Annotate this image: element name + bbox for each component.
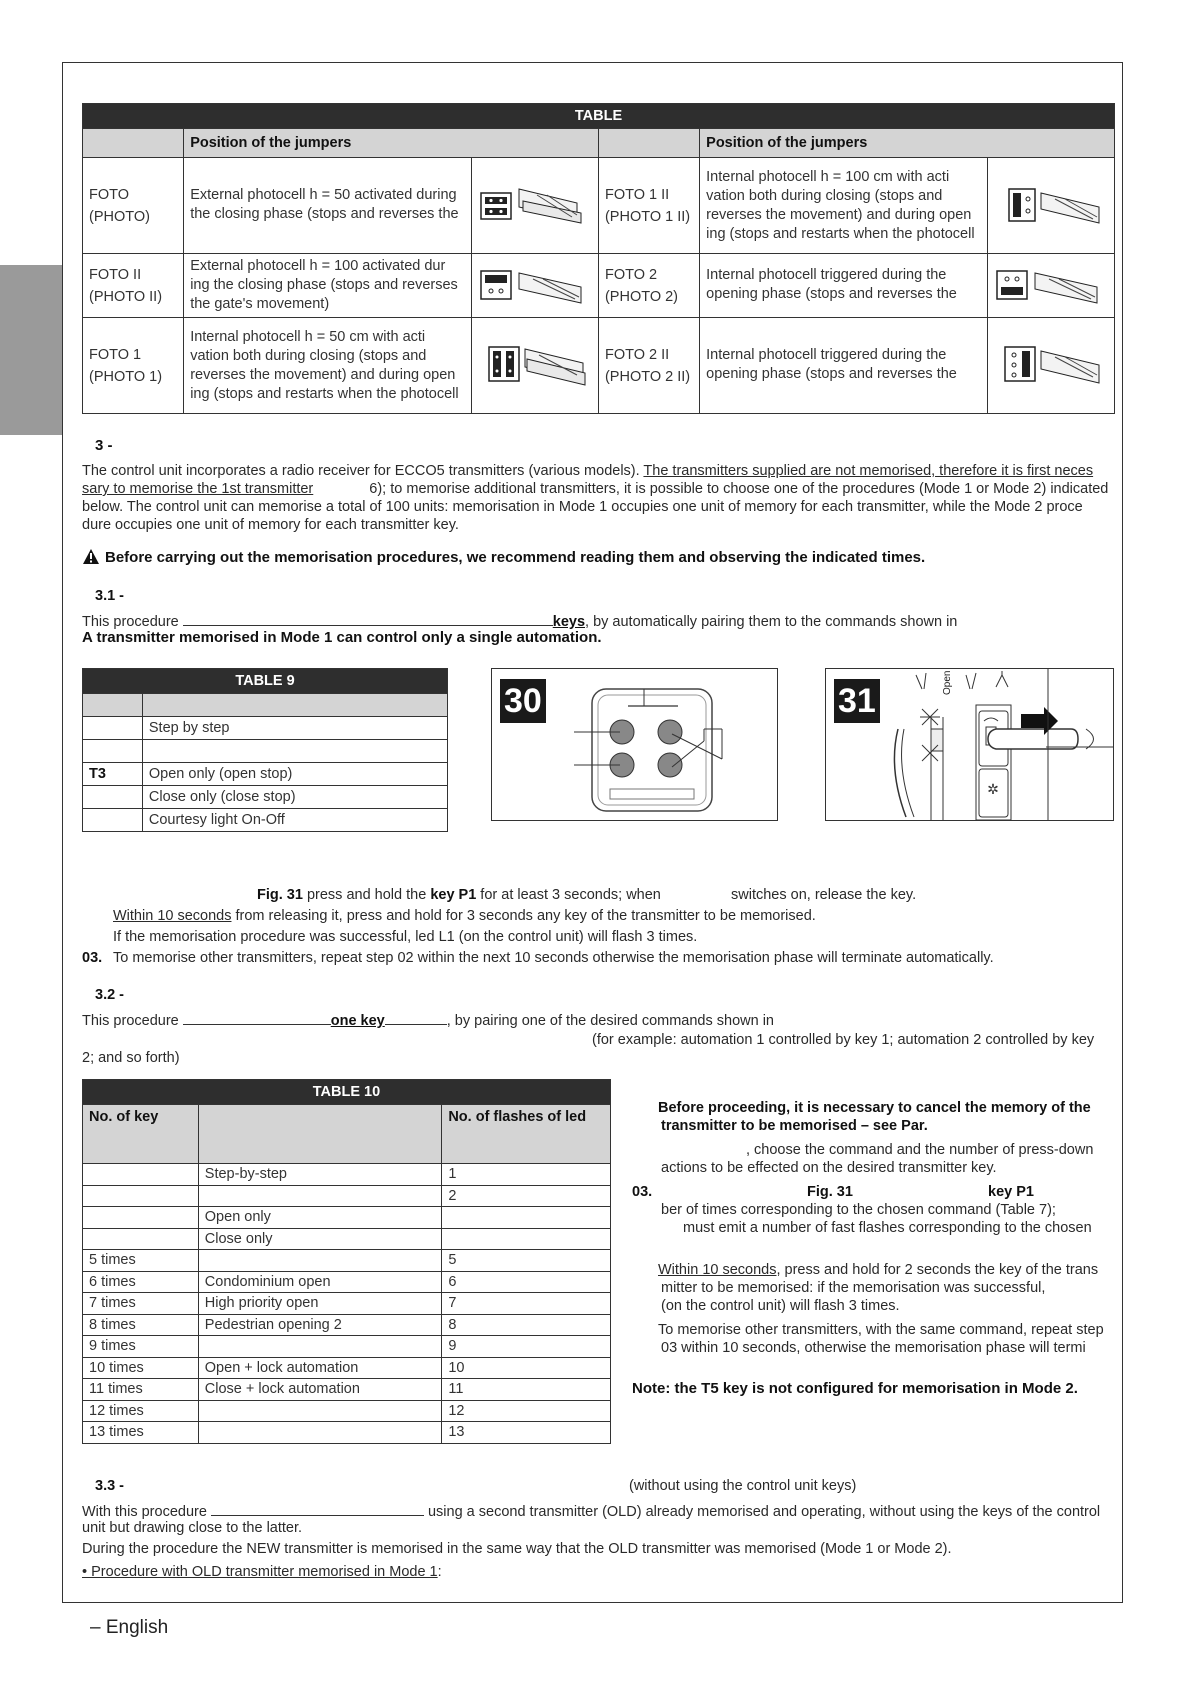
row-desc: Internal photocell h = 50 cm with acti vation both during closing (stops and reverses the movement) and during open ing (stops and restarts when the photocell	[190, 328, 459, 402]
right-tomemo-line2: 03 within 10 seconds, otherwise the memorisation phase will termi	[661, 1340, 1086, 1356]
table-row: Step by step	[83, 717, 448, 740]
jumper-header-left: Position of the jumpers	[184, 129, 599, 158]
figure-30	[491, 668, 778, 821]
row-sub: (PHOTO 2)	[604, 288, 679, 305]
section-3-paragraph	[82, 462, 1122, 534]
section-33-number: 3.3 -	[95, 1478, 125, 1494]
jumper-image	[987, 318, 1114, 414]
warning-text: Before carrying out the memorisation procedures, we recommend reading them and observing the indicated times.	[105, 549, 926, 566]
row-desc: External photocell h = 100 activated dur ing the closing phase (stops and reverses the gate's movement)	[190, 258, 458, 312]
table-row: 6 times Condominium open 6	[83, 1271, 611, 1293]
para-text: dure occupies one unit of memory for each transmitter key.	[82, 517, 459, 533]
table-row: Close only (close stop)	[83, 786, 448, 809]
figure-31	[825, 668, 1114, 821]
row-sub: (PHOTO)	[89, 208, 150, 225]
jumper-image	[471, 318, 598, 414]
row-name: FOTO 2 II	[604, 346, 670, 363]
right-bold-2: transmitter to be memorised – see Par.	[661, 1118, 928, 1134]
step-text: from releasing it, press and hold for 3 seconds any key of the transmitter to be memorised.	[231, 908, 816, 924]
step-02-line1	[257, 886, 661, 904]
line-text: This procedure	[82, 614, 183, 630]
row-sub: (PHOTO 2 II)	[604, 368, 691, 385]
table-row: 12 times 12	[83, 1400, 611, 1422]
section-32-line1	[82, 1010, 774, 1030]
table-row: Open only	[83, 1207, 611, 1229]
right-step-03-line2: ber of times corresponding to the chosen command (Table 7);	[661, 1202, 1056, 1218]
table-row: 11 times Close + lock automation 11	[83, 1379, 611, 1401]
right-step-03-number: 03.	[632, 1184, 653, 1200]
row-desc: Internal photocell triggered during the opening phase (stops and reverses the	[706, 266, 957, 302]
right-bold-1: Before proceeding, it is necessary to cancel the memory of the	[658, 1100, 1091, 1116]
jumper-image	[987, 158, 1114, 254]
para-underlined: The transmitters supplied are not memorised, therefore it is first neces	[643, 463, 1094, 479]
transmitter-illustration	[492, 669, 777, 820]
svg-text:✲: ✲	[987, 781, 999, 797]
section-33-line2: unit but drawing close to the latter.	[82, 1520, 303, 1536]
line-text: With this procedure	[82, 1504, 211, 1520]
section-31-line2: A transmitter memorised in Mode 1 can control only a single automation.	[82, 629, 602, 646]
line-key: one key	[330, 1013, 385, 1029]
section-33-line4	[82, 1563, 442, 1581]
step-text: , press and hold for 2 seconds the key of the trans	[776, 1262, 1099, 1278]
open-label: Open	[942, 670, 953, 695]
row-name: FOTO 1	[89, 346, 142, 363]
row-desc: Internal photocell h = 100 cm with acti vation both during closing (stops and reverses the movement) and during open ing (stops and restarts when the photocell	[706, 168, 975, 242]
table-row: 2	[83, 1185, 611, 1207]
jumper-header-right: Position of the jumpers	[700, 129, 1115, 158]
para-text: The control unit incorporates a radio receiver for ECCO5 transmitters (various models).	[82, 463, 644, 479]
row-desc: Internal photocell triggered during the opening phase (stops and reverses the	[706, 346, 957, 382]
table-row: Courtesy light On-Off	[83, 809, 448, 832]
underlined-text: • Procedure with OLD transmitter memorised in Mode 1	[82, 1564, 438, 1580]
section-32-number: 3.2 -	[95, 987, 125, 1003]
figure-30-number: 30	[500, 679, 546, 723]
table-10-title: TABLE 10	[83, 1080, 611, 1105]
section-31-number: 3.1 -	[95, 588, 125, 604]
jumper-image	[471, 158, 598, 254]
table-row: 8 times Pedestrian opening 2 8	[83, 1314, 611, 1336]
section-31-line1	[82, 611, 957, 631]
step-text: press and hold the	[302, 887, 431, 903]
table-row: Close only	[83, 1228, 611, 1250]
footer-language: – English	[90, 1617, 169, 1638]
right-within-line1	[658, 1261, 1098, 1279]
right-step-03-key: key P1	[988, 1184, 1034, 1200]
key-ref: key P1	[430, 887, 477, 903]
para-text: below. The control unit can memorise a total of 100 units: memorisation in Mode 1 occupies one unit of memory for each transmitter, while the Mode 2 proce	[82, 499, 1083, 515]
underlined-text: Within 10 seconds	[113, 908, 232, 924]
col-header	[198, 1105, 442, 1164]
para-text: 6); to memorise additional transmitters, it is possible to choose one of the procedures (Mode 1 or Mode 2) indicated	[365, 481, 1109, 497]
figure-31-number: 31	[834, 679, 880, 723]
row-name: FOTO 1 II	[604, 186, 670, 203]
table-row: Step-by-step 1	[83, 1164, 611, 1186]
table-10	[82, 1079, 611, 1444]
jumper-row	[83, 158, 1115, 254]
side-tab-marker	[0, 265, 62, 435]
line-keys: keys	[552, 614, 586, 630]
section-3-number: 3 -	[95, 437, 113, 454]
section-33-title-tail: (without using the control unit keys)	[629, 1478, 857, 1494]
table-row: T3 Open only (open stop)	[83, 763, 448, 786]
row-sub: (PHOTO 1)	[89, 368, 163, 385]
control-unit-illustration	[826, 669, 1113, 820]
line-text: This procedure	[82, 1013, 183, 1029]
row-name: FOTO II	[89, 266, 142, 283]
right-tomemo-line1: To memorise other transmitters, with the same command, repeat step	[658, 1322, 1104, 1338]
jumper-image	[987, 254, 1114, 318]
step-02-line2	[113, 907, 816, 925]
table-row: 13 times 13	[83, 1422, 611, 1444]
right-step-03-line3: must emit a number of fast flashes corresponding to the chosen	[683, 1220, 1092, 1236]
right-para-1: , choose the command and the number of press-down	[746, 1142, 1094, 1158]
line-text: using a second transmitter (OLD) already memorised and operating, without using the keys of the control	[423, 1504, 1101, 1520]
row-sub: (PHOTO 1 II)	[604, 208, 691, 225]
row-sub: (PHOTO II)	[89, 288, 163, 305]
step-03-number: 03.	[82, 950, 103, 966]
table-row: 7 times High priority open 7	[83, 1293, 611, 1315]
note-text: Note: the T5 key is not configured for memorisation in Mode 2.	[632, 1380, 1078, 1397]
right-step-03-fig: Fig. 31	[807, 1184, 853, 1200]
jumper-table-title: TABLE	[83, 104, 1115, 129]
jumper-table	[82, 103, 1115, 414]
table-row: 10 times Open + lock automation 10	[83, 1357, 611, 1379]
row-name: FOTO 2	[604, 266, 658, 283]
step-02-line1-tail: switches on, release the key.	[731, 887, 917, 903]
section-32-line2: (for example: automation 1 controlled by key 1; automation 2 controlled by key	[592, 1032, 1095, 1048]
fig-ref: Fig. 31	[257, 887, 303, 903]
section-32-line3: 2; and so forth)	[82, 1050, 180, 1066]
table-row: 5 times 5	[83, 1250, 611, 1272]
line-text: , by pairing one of the desired commands shown in	[446, 1013, 774, 1029]
jumper-row	[83, 254, 1115, 318]
line-text: :	[437, 1564, 442, 1580]
step-03-text: To memorise other transmitters, repeat step 02 within the next 10 seconds otherwise the memorisation phase will terminate automatically.	[113, 950, 994, 966]
row-desc: External photocell h = 50 activated during the closing phase (stops and reverses the	[190, 186, 459, 222]
table-9-title: TABLE 9	[83, 669, 448, 694]
step-text: for at least 3 seconds; when	[476, 887, 661, 903]
warning-icon	[82, 548, 100, 570]
step-02-line3: If the memorisation procedure was successful, led L1 (on the control unit) will flash 3 times.	[113, 929, 698, 945]
line-text: , by automatically pairing them to the commands shown in	[585, 614, 958, 630]
section-33-line1	[82, 1501, 1100, 1521]
jumper-image	[471, 254, 598, 318]
col-header: No. of key	[83, 1105, 199, 1164]
table-9	[82, 668, 448, 832]
row-name: FOTO	[89, 186, 130, 203]
right-para-2: actions to be effected on the desired transmitter key.	[661, 1160, 997, 1176]
jumper-row	[83, 318, 1115, 414]
right-within-line2: mitter to be memorised: if the memorisation was successful,	[661, 1280, 1046, 1296]
col-header: No. of flashes of led	[442, 1105, 611, 1164]
underlined-text: Within 10 seconds	[658, 1262, 777, 1278]
right-within-line3: (on the control unit) will flash 3 times.	[661, 1298, 900, 1314]
table-row	[83, 740, 448, 763]
para-underlined: sary to memorise the 1st transmitter	[82, 481, 314, 497]
table-row: 9 times 9	[83, 1336, 611, 1358]
section-33-line3: During the procedure the NEW transmitter is memorised in the same way that the OLD transmitter was memorised (Mode 1 or Mode 2).	[82, 1541, 952, 1557]
